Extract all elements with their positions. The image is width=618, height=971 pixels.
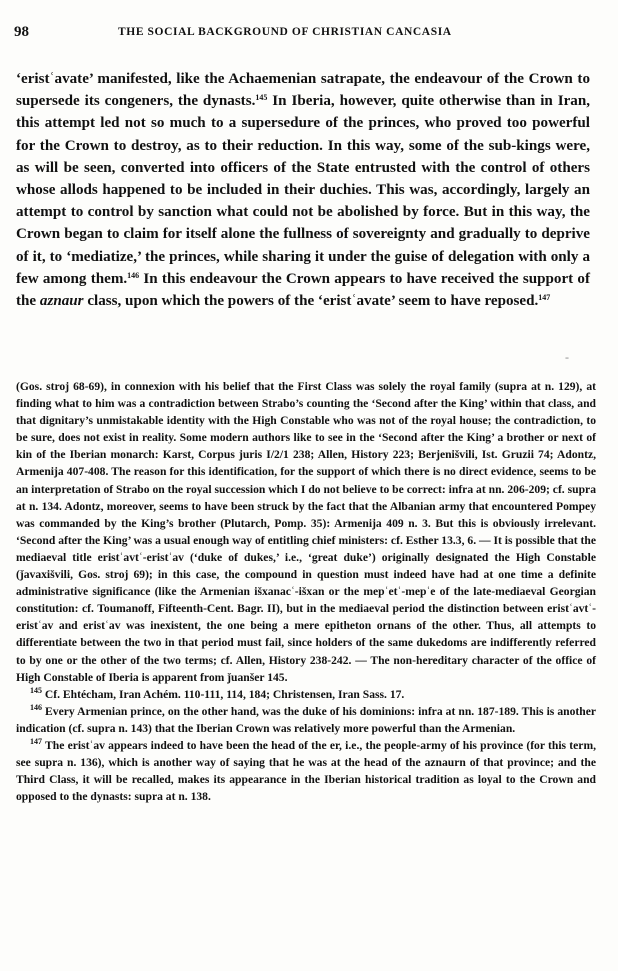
- page-header: [14, 22, 604, 44]
- note-ref-145[interactable]: 145: [255, 93, 268, 103]
- page-number: 98: [14, 24, 29, 40]
- main-paragraph: ‘eristʿavate’ manifested, like the Achaemenian satrapate, the endeavour of the Crown to supersede its congeners, the dynasts.$^{145}$ In Iberia, however, quite otherwise than in Iran, this attempt led not so much to a supersedure of the princes, who proved too powerful for the Crown to destroy, as to their reduction. In this way, some of the sub-kings were, as will be seen, converted into officers of the State entrusted with the control of others whose allods happened to be included in their duchies. This was, accordingly, largely an attempt to control by sanction what could not be abolished by force. But in this way, the Crown began to claim for itself alone the fullness of sovereignty and gradually to deprive of it, to ‘mediatize,’ the princes, while sharing it under the guise of delegation with only a few among them.$^{146}$ In this endeavour the Crown appears to have received the support of the aznaur class, upon which the powers of the ‘eristʿavate’ seem to have reposed.$^{147}$: [16, 71, 590, 310]
- stray-mark: ‐: [565, 350, 569, 364]
- footnote-145: $^{145}$ Cf. Ehtécham, Iran Achém. 110-111, 114, 184; Christensen, Iran Sass. 17.: [30, 685, 405, 701]
- note-ref-146[interactable]: 146: [127, 270, 140, 280]
- footnote-146: $^{146}$ Every Armenian prince, on the other hand, was the duke of his dominions: infra at nn. 187-189. This is another indication (cf. supra n. 143) that the Iberian Crown was relatively more powerful than the Armenian.: [16, 702, 596, 735]
- note-ref-147[interactable]: 147: [538, 293, 551, 303]
- footnotes: [16, 378, 596, 805]
- main-text: [16, 68, 590, 312]
- footnote-continued: (Gos. stroj 68-69), in connexion with his belief that the First Class was solely the royal family (supra at n. 129), at finding what to him was a contradiction between Strabo’s counting the ‘Second after the King’ within that class, and that dignitary’s unmistakable identity with the High Constable who was not of the royal house; the contradiction, to be sure, does not exist in reality. Some modern authors like to see in the ‘Second after the King’ a brother or next of kin of the Iberian monarch: Karst, Corpus juris I/2/1 238; Allen, History 223; Berjenišvili, Ist. Gruzii 74; Adontz, Armenija 407-408. The reason for this identification, for the support of which there is no direct evidence, seems to be an interpretation of Strabo on the royal succession which I do not believe to be correct: infra at nn. 206-209; cf. supra at n. 134. Adontz, moreover, seems to have been struck by the fact that the Albanian army that encountered Pompey was commanded by the King’s brother (Plutarch, Pomp. 35): Armenija 409 n. 3. But this is obviously irrelevant. ‘Second after the King’ was a usual enough way of entitling chief ministers: cf. Esther 13.3, 6. — It is possible that the mediaeval title eristʿavtʿ-eristʿav (‘duke of dukes,’ i.e., ‘great duke’) originally designated the High Constable (ǰavaxišvili, Gos. stroj 69); in this case, the compound in question must indeed have had at one time a definite administrative significance (like the Armenian išxanacʿ-išxan or the mepʿetʿ-mepʿe of the late-mediaeval Georgian constitution: cf. Toumanoff, Fifteenth-Cent. Bagr. II), but in the mediaeval period the distinction between eristʿavtʿ-eristʿav and eristʿav was inexistent, the one being a mere epitheton ornans of the other. Thus, all attempts to differentiate between the two in that period must fail, since holders of the same dukedoms are indifferently referred to by one or the other of the two terms; cf. Allen, History 238-242. — The non-hereditary character of the office of High Constable of Iberia is apparent from ǰuanšer 145.: [16, 380, 596, 684]
- italic-term: aznaur: [39, 293, 84, 310]
- running-title: THE SOCIAL BACKGROUND OF CHRISTIAN CANCASIA: [118, 26, 452, 38]
- footnote-147: $^{147}$ The eristʿav appears indeed to have been the head of the er, i.e., the people-army of his province (for this term, see supra n. 136), which is another way of saying that he was at the head of the aznaurn of that province; and the Third Class, it will be recalled, makes its appearance in the Iberian historical tradition as loyal to the Crown and opposed to the dynasts: supra at n. 138.: [16, 736, 596, 804]
